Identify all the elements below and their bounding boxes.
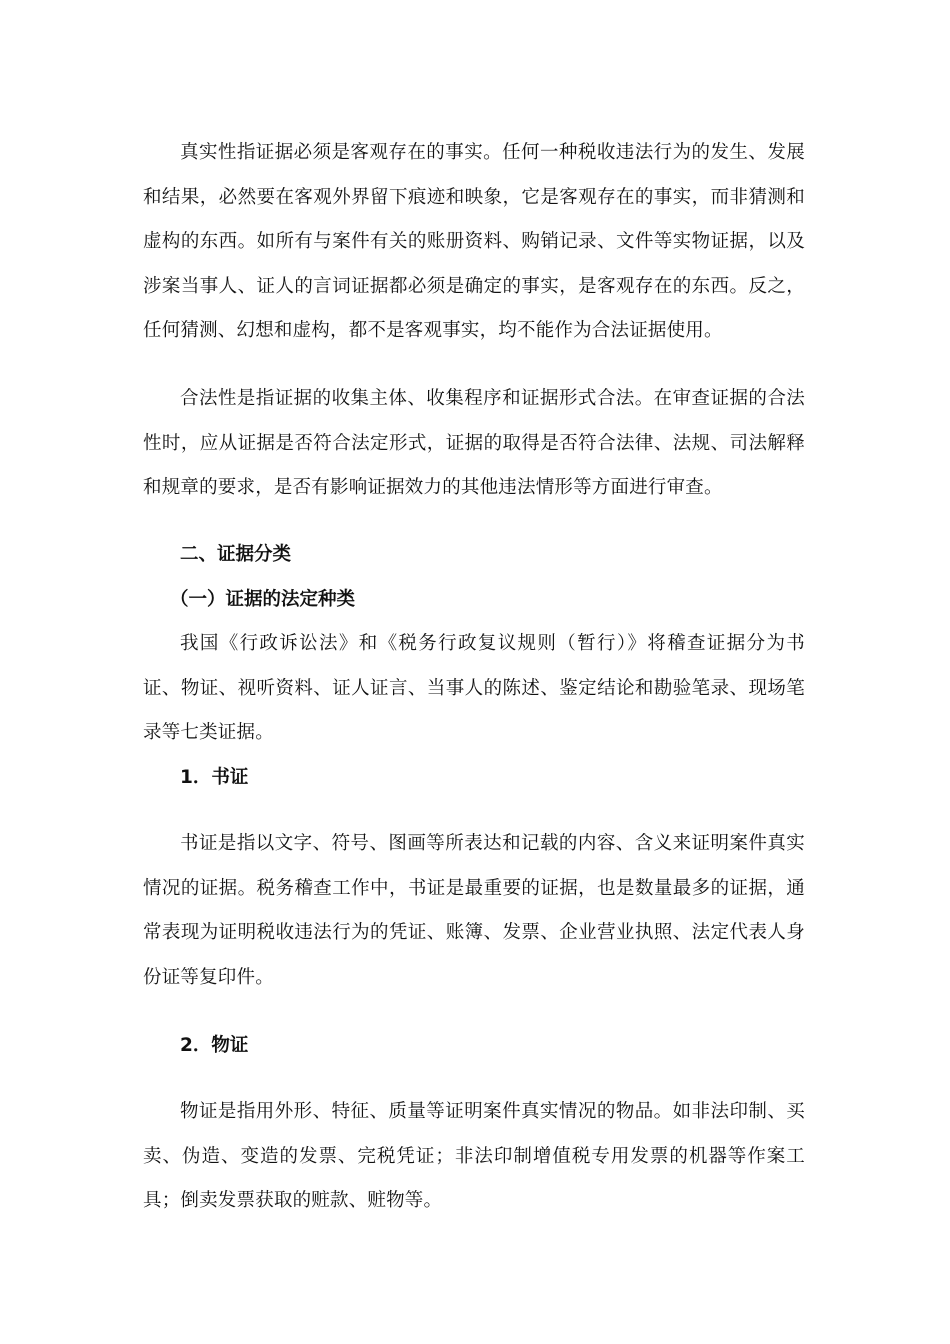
paragraph-physical-evidence: 物证是指用外形、特征、质量等证明案件真实情况的物品。如非法印制、买卖、伪造、变造的发票、完税凭证；非法印制增值税专用发票的机器等作案工具；倒卖发票获取的赃款、赃物等。 [143, 1101, 805, 1211]
paragraph-legality: 合法性是指证据的收集主体、收集程序和证据形式合法。在审查证据的合法性时，应从证据是否符合法定形式，证据的取得是否符合法律、法规、司法解释和规章的要求，是否有影响证据效力的其他违法情形等方面进行审查。 [143, 388, 805, 498]
section-heading-evidence-classification: 二、证据分类 [180, 544, 292, 565]
item-heading-physical-evidence: 2．物证 [180, 1035, 249, 1056]
item-heading-documentary-evidence: 1．书证 [180, 767, 249, 788]
subsection-heading-legal-types: （一）证据的法定种类 [170, 589, 356, 610]
paragraph-evidence-types: 我国《行政诉讼法》和《税务行政复议规则（暂行）》将稽查证据分为书证、物证、视听资料、证人证言、当事人的陈述、鉴定结论和勘验笔录、现场笔录等七类证据。 [143, 633, 805, 743]
paragraph-documentary-evidence: 书证是指以文字、符号、图画等所表达和记载的内容、含义来证明案件真实情况的证据。税务稽查工作中，书证是最重要的证据，也是数量最多的证据，通常表现为证明税收违法行为的凭证、账簿、发票、企业营业执照、法定代表人身份证等复印件。 [143, 833, 805, 988]
paragraph-authenticity: 真实性指证据必须是客观存在的事实。任何一种税收违法行为的发生、发展和结果，必然要在客观外界留下痕迹和映象，它是客观存在的事实，而非猜测和虚构的东西。如所有与案件有关的账册资料、购销记录、文件等实物证据，以及涉案当事人、证人的言词证据都必须是确定的事实，是客观存在的东西。反之，任何猜测、幻想和虚构，都不是客观事实，均不能作为合法证据使用。 [143, 142, 805, 341]
